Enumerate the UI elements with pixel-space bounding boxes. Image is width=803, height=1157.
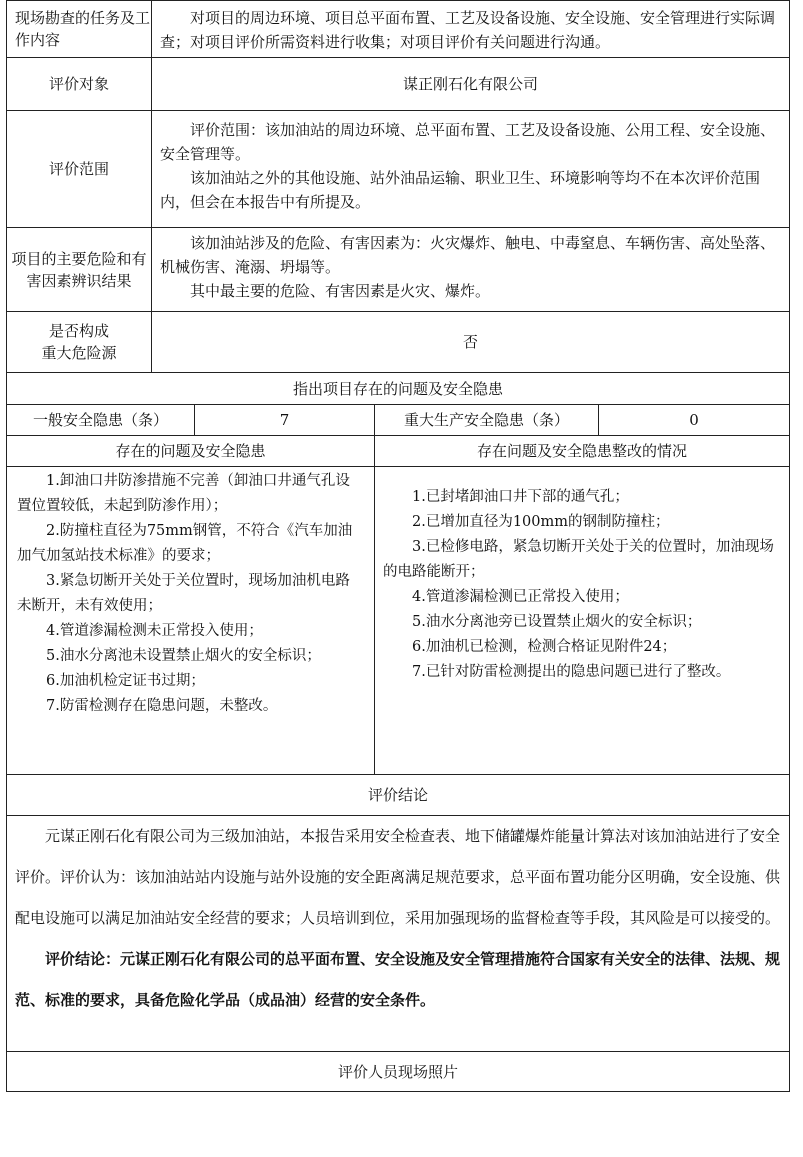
hazards-label: 项目的主要危险和有害因素辨识结果 <box>11 249 147 290</box>
rectification-item: 7.已针对防雷检测提出的隐患问题已进行了整改。 <box>412 664 731 680</box>
problem-item: 2.防撞柱直径为75mm钢管，不符合《汽车加油加气加氢站技术标准》的要求； <box>17 523 353 564</box>
task-label: 现场勘查的任务及工作内容 <box>15 9 151 49</box>
rectifications-header-cell <box>374 435 790 467</box>
scope-paragraph-1: 评价范围：该加油站的周边环境、总平面布置、工艺及设备设施、公用工程、安全设施、安全管理等。 <box>160 121 776 163</box>
conclusion-bold-text: 评价结论：元谋正刚石化有限公司的总平面布置、安全设施及安全管理措施符合国家有关安全的法律、法规、规范、标准的要求，具备危险化学品（成品油）经营的安全条件。 <box>15 950 781 1009</box>
rectification-item: 4.管道渗漏检测已正常投入使用； <box>412 589 629 605</box>
object-value: 谋正刚石化有限公司 <box>402 75 538 93</box>
general-count-label: 一般安全隐患（条） <box>32 411 168 429</box>
hazards-content-cell <box>151 227 790 312</box>
general-count-value-cell <box>194 404 375 436</box>
rectifications-list <box>374 466 790 775</box>
major-count-value: 0 <box>689 411 699 429</box>
rectification-item: 5.油水分离池旁已设置禁止烟火的安全标识； <box>412 614 702 630</box>
photo-header-cell <box>6 1051 790 1092</box>
scope-label: 评价范围 <box>48 160 109 178</box>
problem-item: 7.防雷检测存在隐患问题，未整改。 <box>46 698 278 714</box>
hazards-label-cell <box>6 227 152 312</box>
photo-header: 评价人员现场照片 <box>337 1062 458 1081</box>
problem-item: 4.管道渗漏检测未正常投入使用； <box>46 623 263 639</box>
major-source-label-line2: 重大危险源 <box>41 344 117 362</box>
problem-item: 1.卸油口井防渗措施不完善（卸油口井通气孔设置位置较低，未起到防渗作用）； <box>17 473 350 514</box>
problems-header-cell <box>6 435 375 467</box>
hazards-paragraph-1: 该加油站涉及的危险、有害因素为：火灾爆炸、触电、中毒窒息、车辆伤害、高处坠落、机械伤害、淹溺、坍塌等。 <box>160 234 776 276</box>
rectifications-header: 存在问题及安全隐患整改的情况 <box>476 442 687 460</box>
problems-header: 存在的问题及安全隐患 <box>115 442 266 460</box>
object-label-cell <box>6 57 152 111</box>
major-count-label-cell <box>374 404 599 436</box>
major-source-value-cell <box>151 311 790 373</box>
issues-header: 指出项目存在的问题及安全隐患 <box>292 379 503 398</box>
major-count-label: 重大生产安全隐患（条） <box>403 411 569 429</box>
major-source-value: 否 <box>462 333 478 351</box>
hazards-paragraph-2: 其中最主要的危险、有害因素是火灾、爆炸。 <box>190 282 491 300</box>
conclusion-header: 评价结论 <box>367 786 428 804</box>
task-content-cell <box>151 0 790 58</box>
object-value-cell <box>151 57 790 111</box>
major-source-label-line1: 是否构成 <box>48 322 109 340</box>
rectification-item: 1.已封堵卸油口井下部的通气孔； <box>412 489 629 505</box>
conclusion-header-cell <box>6 774 790 816</box>
scope-paragraph-2: 该加油站之外的其他设施、站外油品运输、职业卫生、环境影响等均不在本次评价范围内，但会在本报告中有所提及。 <box>160 169 761 211</box>
rectification-item: 6.加油机已检测，检测合格证见附件24； <box>412 639 677 655</box>
task-label-cell <box>6 0 152 58</box>
major-count-value-cell <box>598 404 790 436</box>
conclusion-text: 元谋正刚石化有限公司为三级加油站，本报告采用安全检查表、地下储罐爆炸能量计算法对该加油站进行了安全评价。评价认为：该加油站站内设施与站外设施的安全距离满足规范要求，总平面布置功能分区明确，安全设施、供配电设施可以满足加油站安全经营的要求；人员培训到位，采用加强现场的监督检查等手段，其风险是可以接受的。 <box>15 827 781 927</box>
task-content: 对项目的周边环境、项目总平面布置、工艺及设备设施、安全设施、安全管理进行实际调查；对项目评价所需资料进行收集；对项目评价有关问题进行沟通。 <box>160 9 776 51</box>
major-source-label-cell <box>6 311 152 373</box>
object-label: 评价对象 <box>48 75 109 93</box>
conclusion-body-cell <box>6 815 790 1052</box>
problem-item: 6.加油机检定证书过期； <box>46 673 205 689</box>
problem-item: 5.油水分离池未设置禁止烟火的安全标识； <box>46 648 321 664</box>
problem-item: 3.紧急切断开关处于关位置时，现场加油机电路未断开，未有效使用； <box>17 573 350 614</box>
rectification-item: 2.已增加直径为100mm的钢制防撞柱； <box>412 514 670 530</box>
general-count-label-cell <box>6 404 195 436</box>
general-count-value: 7 <box>279 411 290 429</box>
scope-label-cell <box>6 110 152 228</box>
rectification-item: 3.已检修电路，紧急切断开关处于关的位置时，加油现场的电路能断开； <box>383 539 774 580</box>
issues-header-cell <box>6 372 790 405</box>
problems-list <box>6 466 375 775</box>
scope-content-cell <box>151 110 790 228</box>
